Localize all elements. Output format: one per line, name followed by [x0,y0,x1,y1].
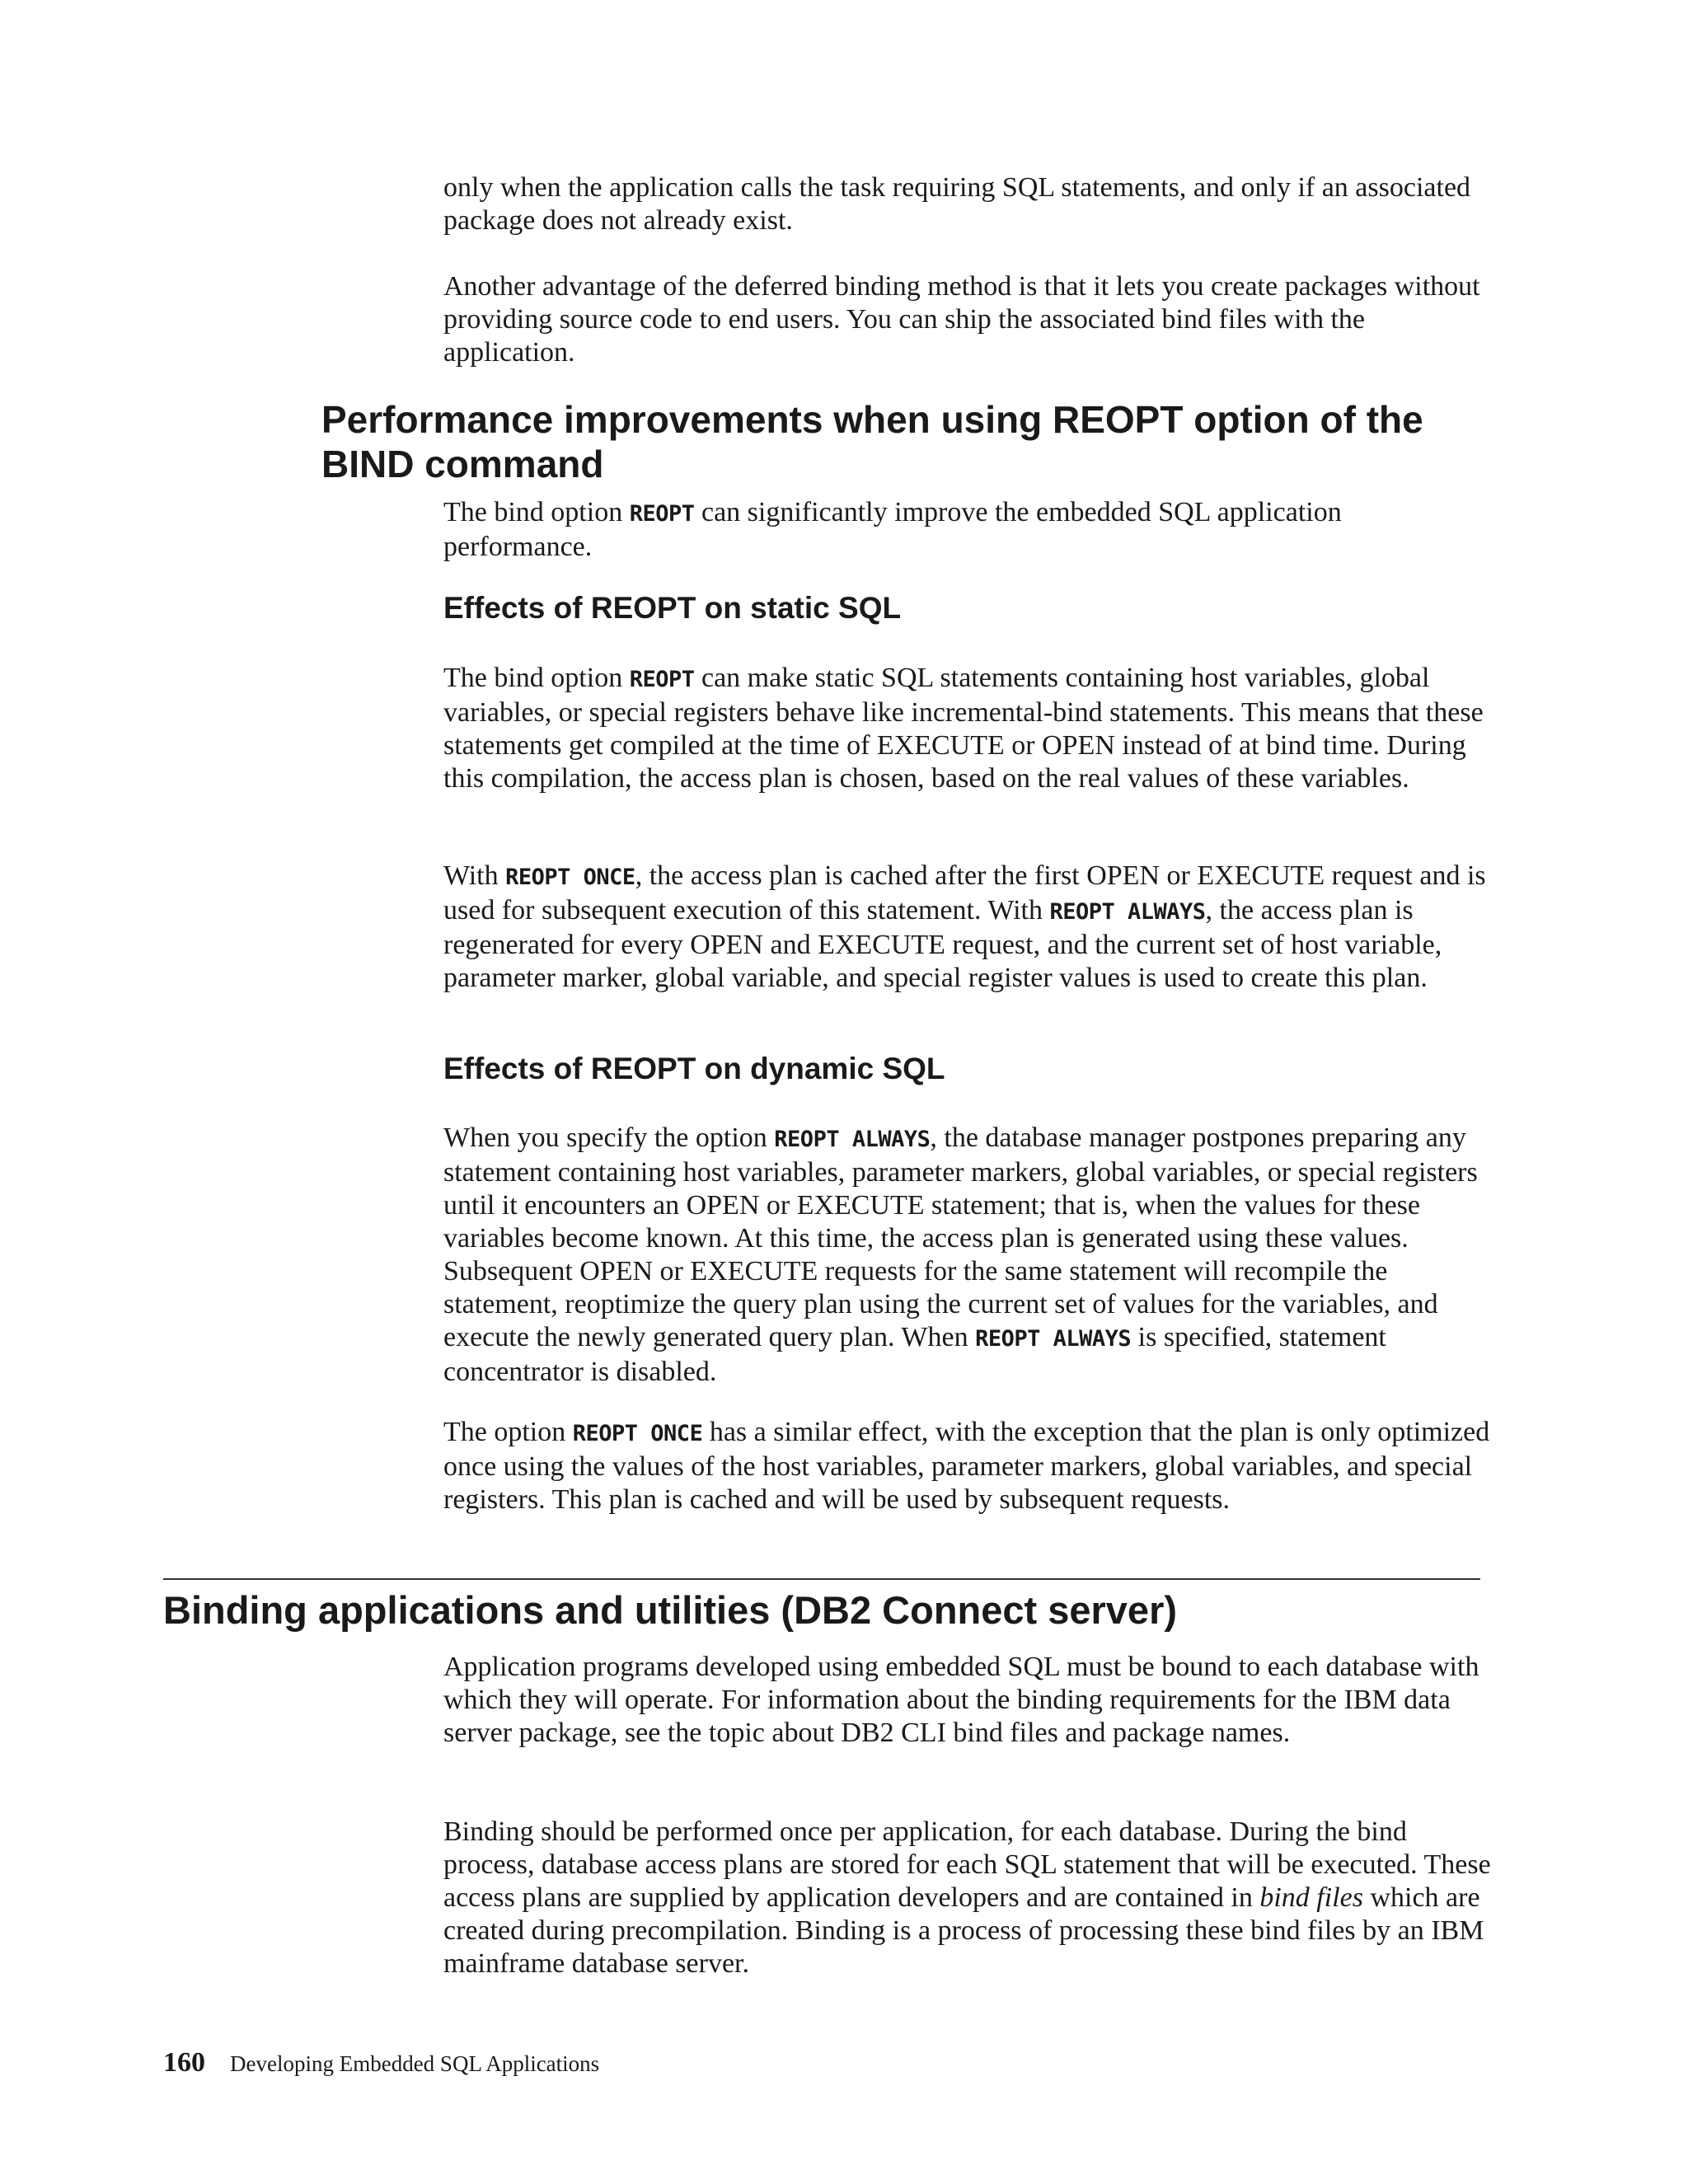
page-footer [163,2047,599,2079]
binding-paragraph-2 [443,1816,1492,1980]
text-run: The option [443,1417,573,1447]
text-run: which are created during precompilation. Binding is a process of processing these bind files by an IBM mainframe database server. [443,1882,1484,1979]
text-run: When you specify the option [443,1122,775,1153]
text-run: The bind option [443,497,630,527]
intro-paragraph-2: Another advantage of the deferred binding method is that it lets you create packages without providing source code to end users. You can ship the associated bind files with the application. [443,271,1480,368]
text-run: , the database manager postpones preparing any statement containing host variables, parameter markers, global variables, or special registers until it encounters an OPEN or EXECUTE statement; that is, when the values for these variables become known. At this time, the access plan is generated using these values. Subsequent OPEN or EXECUTE requests for the same statement will recompile the statement, reoptimize the query plan using the current set of values for the variables, and execute the newly generated query plan. When [443,1122,1478,1352]
text-run: can make static SQL statements containing host variables, global variables, or special registers behave like incremental-bind statements. This means that these statements get compiled at the time of EXECUTE or OPEN instead of at bind time. During this compilation, the access plan is chosen, based on the real values of these variables. [443,663,1484,794]
section-heading-binding: Binding applications and utilities (DB2 Connect server) [163,1588,1178,1632]
code-reopt: REOPT [629,501,695,527]
code-reopt-once: REOPT ONCE [572,1421,703,1446]
section-divider [163,1578,1480,1580]
binding-paragraph-1: Application programs developed using embedded SQL must be bound to each database with which they will operate. For information about the binding requirements for the IBM data server package, see the topic about DB2 CLI bind files and package names. [443,1652,1479,1748]
text-run: The bind option [443,663,630,693]
code-reopt-always: REOPT ALWAYS [1049,899,1206,925]
italic-bind-files: bind files [1259,1882,1363,1913]
text-run: can significantly improve the embedded SQL application performance. [443,497,1342,562]
text-run: has a similar effect, with the exception that the plan is only optimized once using the values of the host variables, parameter markers, global variables, and special registers. This plan is cached and will be used by subsequent requests. [443,1417,1490,1515]
intro-paragraph-1: only when the application calls the task requiring SQL statements, and only if an associated package does not already exist. [443,172,1471,236]
footer-book-title: Developing Embedded SQL Applications [230,2051,600,2076]
section-heading-reopt-performance: Performance improvements when using REOPT option of the BIND command [321,398,1423,485]
reopt-intro-paragraph [443,496,1492,564]
static-paragraph-2 [443,860,1492,995]
page-number: 160 [163,2047,205,2078]
text-run: Binding should be performed once per application, for each database. During the bind process, database access plans are stored for each SQL statement that will be executed. These access plans are supplied by application developers and are contained in [443,1816,1491,1913]
code-reopt: REOPT [629,667,695,692]
subheading-dynamic-sql: Effects of REOPT on dynamic SQL [443,1052,945,1085]
static-paragraph-1 [443,662,1492,795]
code-reopt-always: REOPT ALWAYS [774,1127,931,1152]
code-reopt-once: REOPT ONCE [505,865,635,890]
text-run: With [443,860,506,891]
text-run: , the access plan is regenerated for every OPEN and EXECUTE request, and the current set of host variable, parameter marker, global variable, and special register values is used to create this plan. [443,895,1442,993]
dynamic-paragraph-1 [443,1122,1492,1389]
text-run: , the access plan is cached after the first OPEN or EXECUTE request and is used for subsequent execution of this statement. With [443,860,1486,926]
text-run: is specified, statement concentrator is disabled. [443,1322,1386,1387]
code-reopt-always: REOPT ALWAYS [975,1326,1132,1352]
subheading-static-sql: Effects of REOPT on static SQL [443,591,902,625]
dynamic-paragraph-2 [443,1416,1492,1516]
